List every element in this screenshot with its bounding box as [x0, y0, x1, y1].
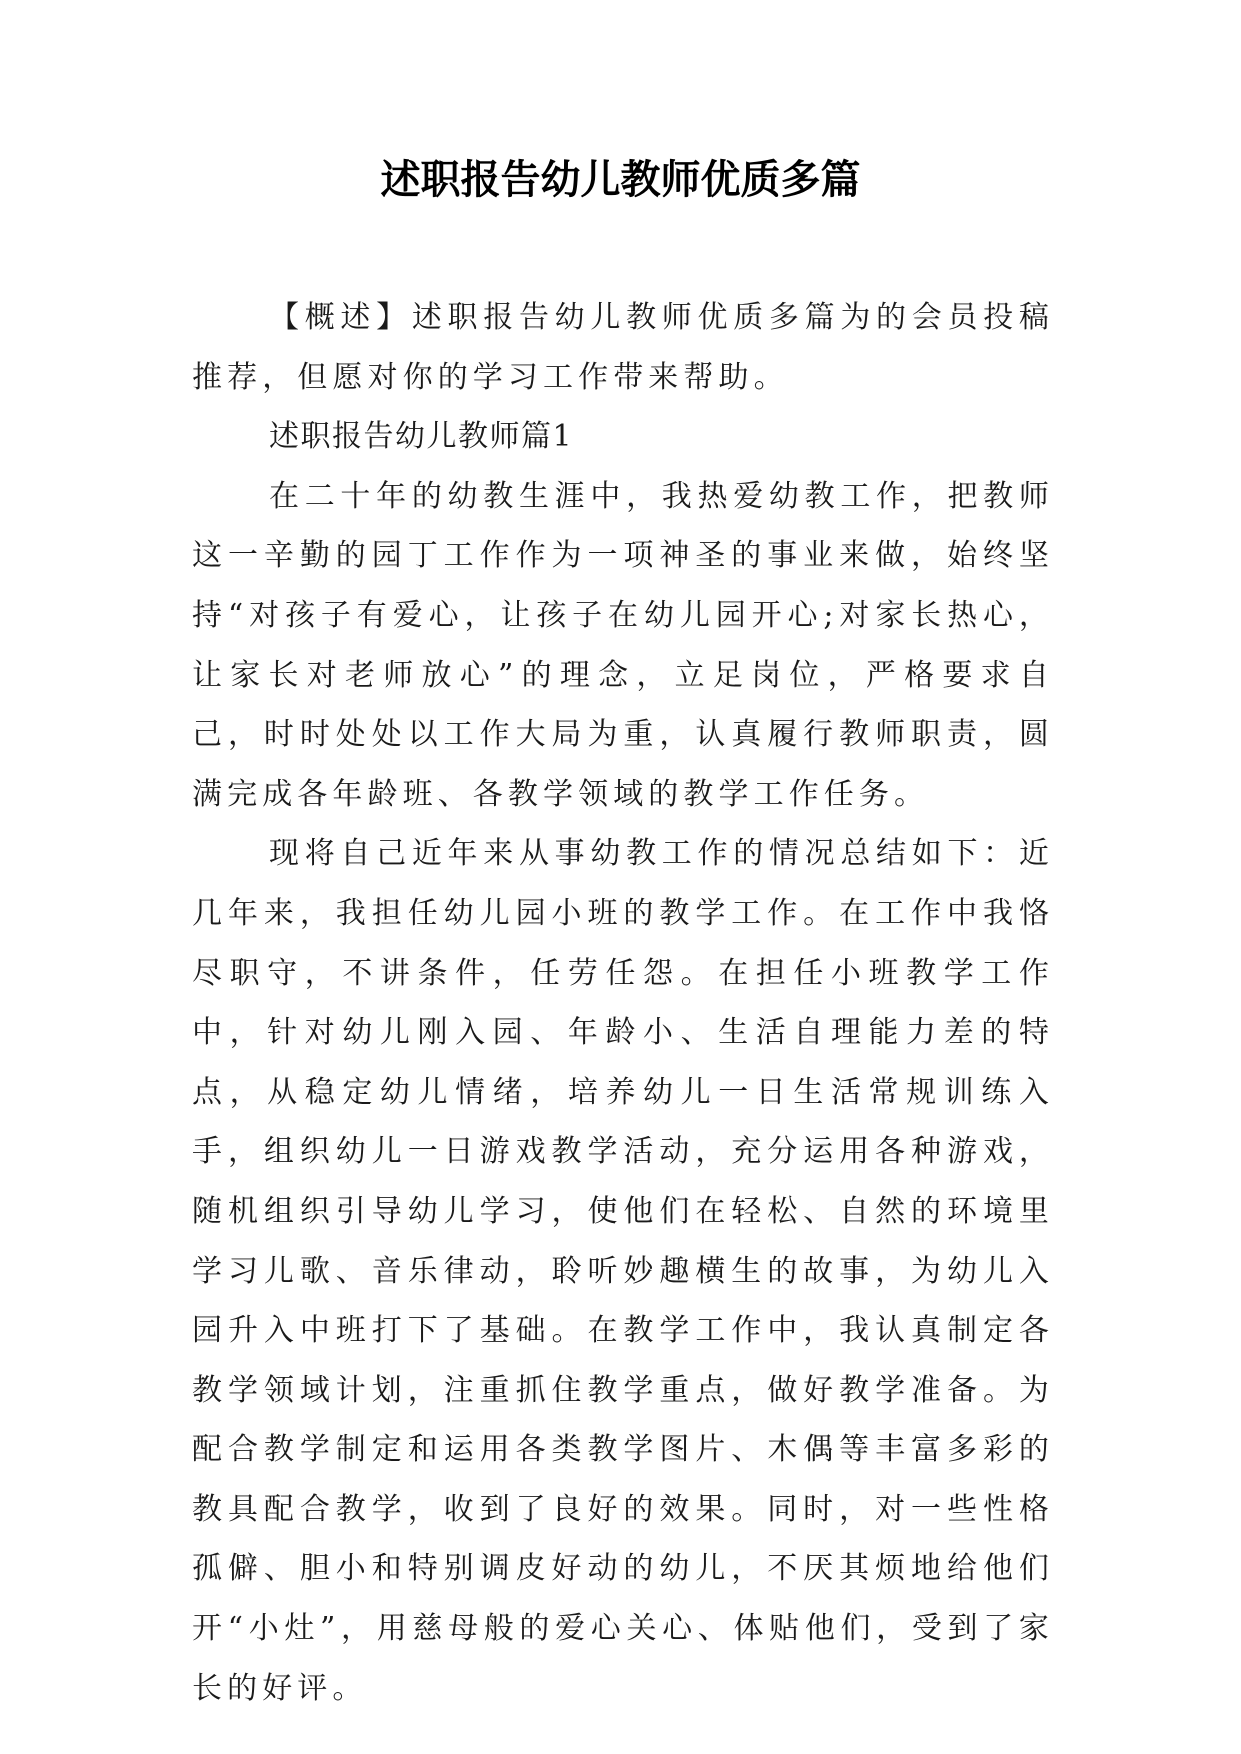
- body-paragraph: 现将自己近年来从事幼教工作的情况总结如下：近几年来，我担任幼儿园小班的教学工作。在工作中我恪尽职守，不讲条件，任劳任怨。在担任小班教学工作中，针对幼儿刚入园、年龄小、生活自理能力差的特点，从稳定幼儿情绪，培养幼儿一日生活常规训练入手，组织幼儿一日游戏教学活动，充分运用各种游戏，随机组织引导幼儿学习，使他们在轻松、自然的环境里学习儿歌、音乐律动，聆听妙趣横生的故事，为幼儿入园升入中班打下了基础。在教学工作中，我认真制定各教学领域计划，注重抓住教学重点，做好教学准备。为配合教学制定和运用各类教学图片、木偶等丰富多彩的教具配合教学，收到了良好的效果。同时，对一些性格孤僻、胆小和特别调皮好动的幼儿，不厌其烦地给他们开“小灶”，用慈母般的爱心关心、体贴他们，受到了家长的好评。: [192, 836, 1054, 1706]
- section-heading: 述职报告幼儿教师篇1: [269, 419, 574, 455]
- document-body: [192, 288, 1054, 1718]
- summary-paragraph: 【概述】述职报告幼儿教师优质多篇为的会员投稿推荐，但愿对你的学习工作带来帮助。: [192, 300, 1054, 395]
- document-title: 述职报告幼儿教师优质多篇: [380, 157, 861, 203]
- body-paragraph: 在二十年的幼教生涯中，我热爱幼教工作，把教师这一辛勤的园丁工作作为一项神圣的事业来做，始终坚持“对孩子有爱心，让孩子在幼儿园开心;对家长热心，让家长对老师放心”的理念，立足岗位，严格要求自己，时时处处以工作大局为重，认真履行教师职责，圆满完成各年龄班、各教学领域的教学工作任务。: [192, 478, 1054, 812]
